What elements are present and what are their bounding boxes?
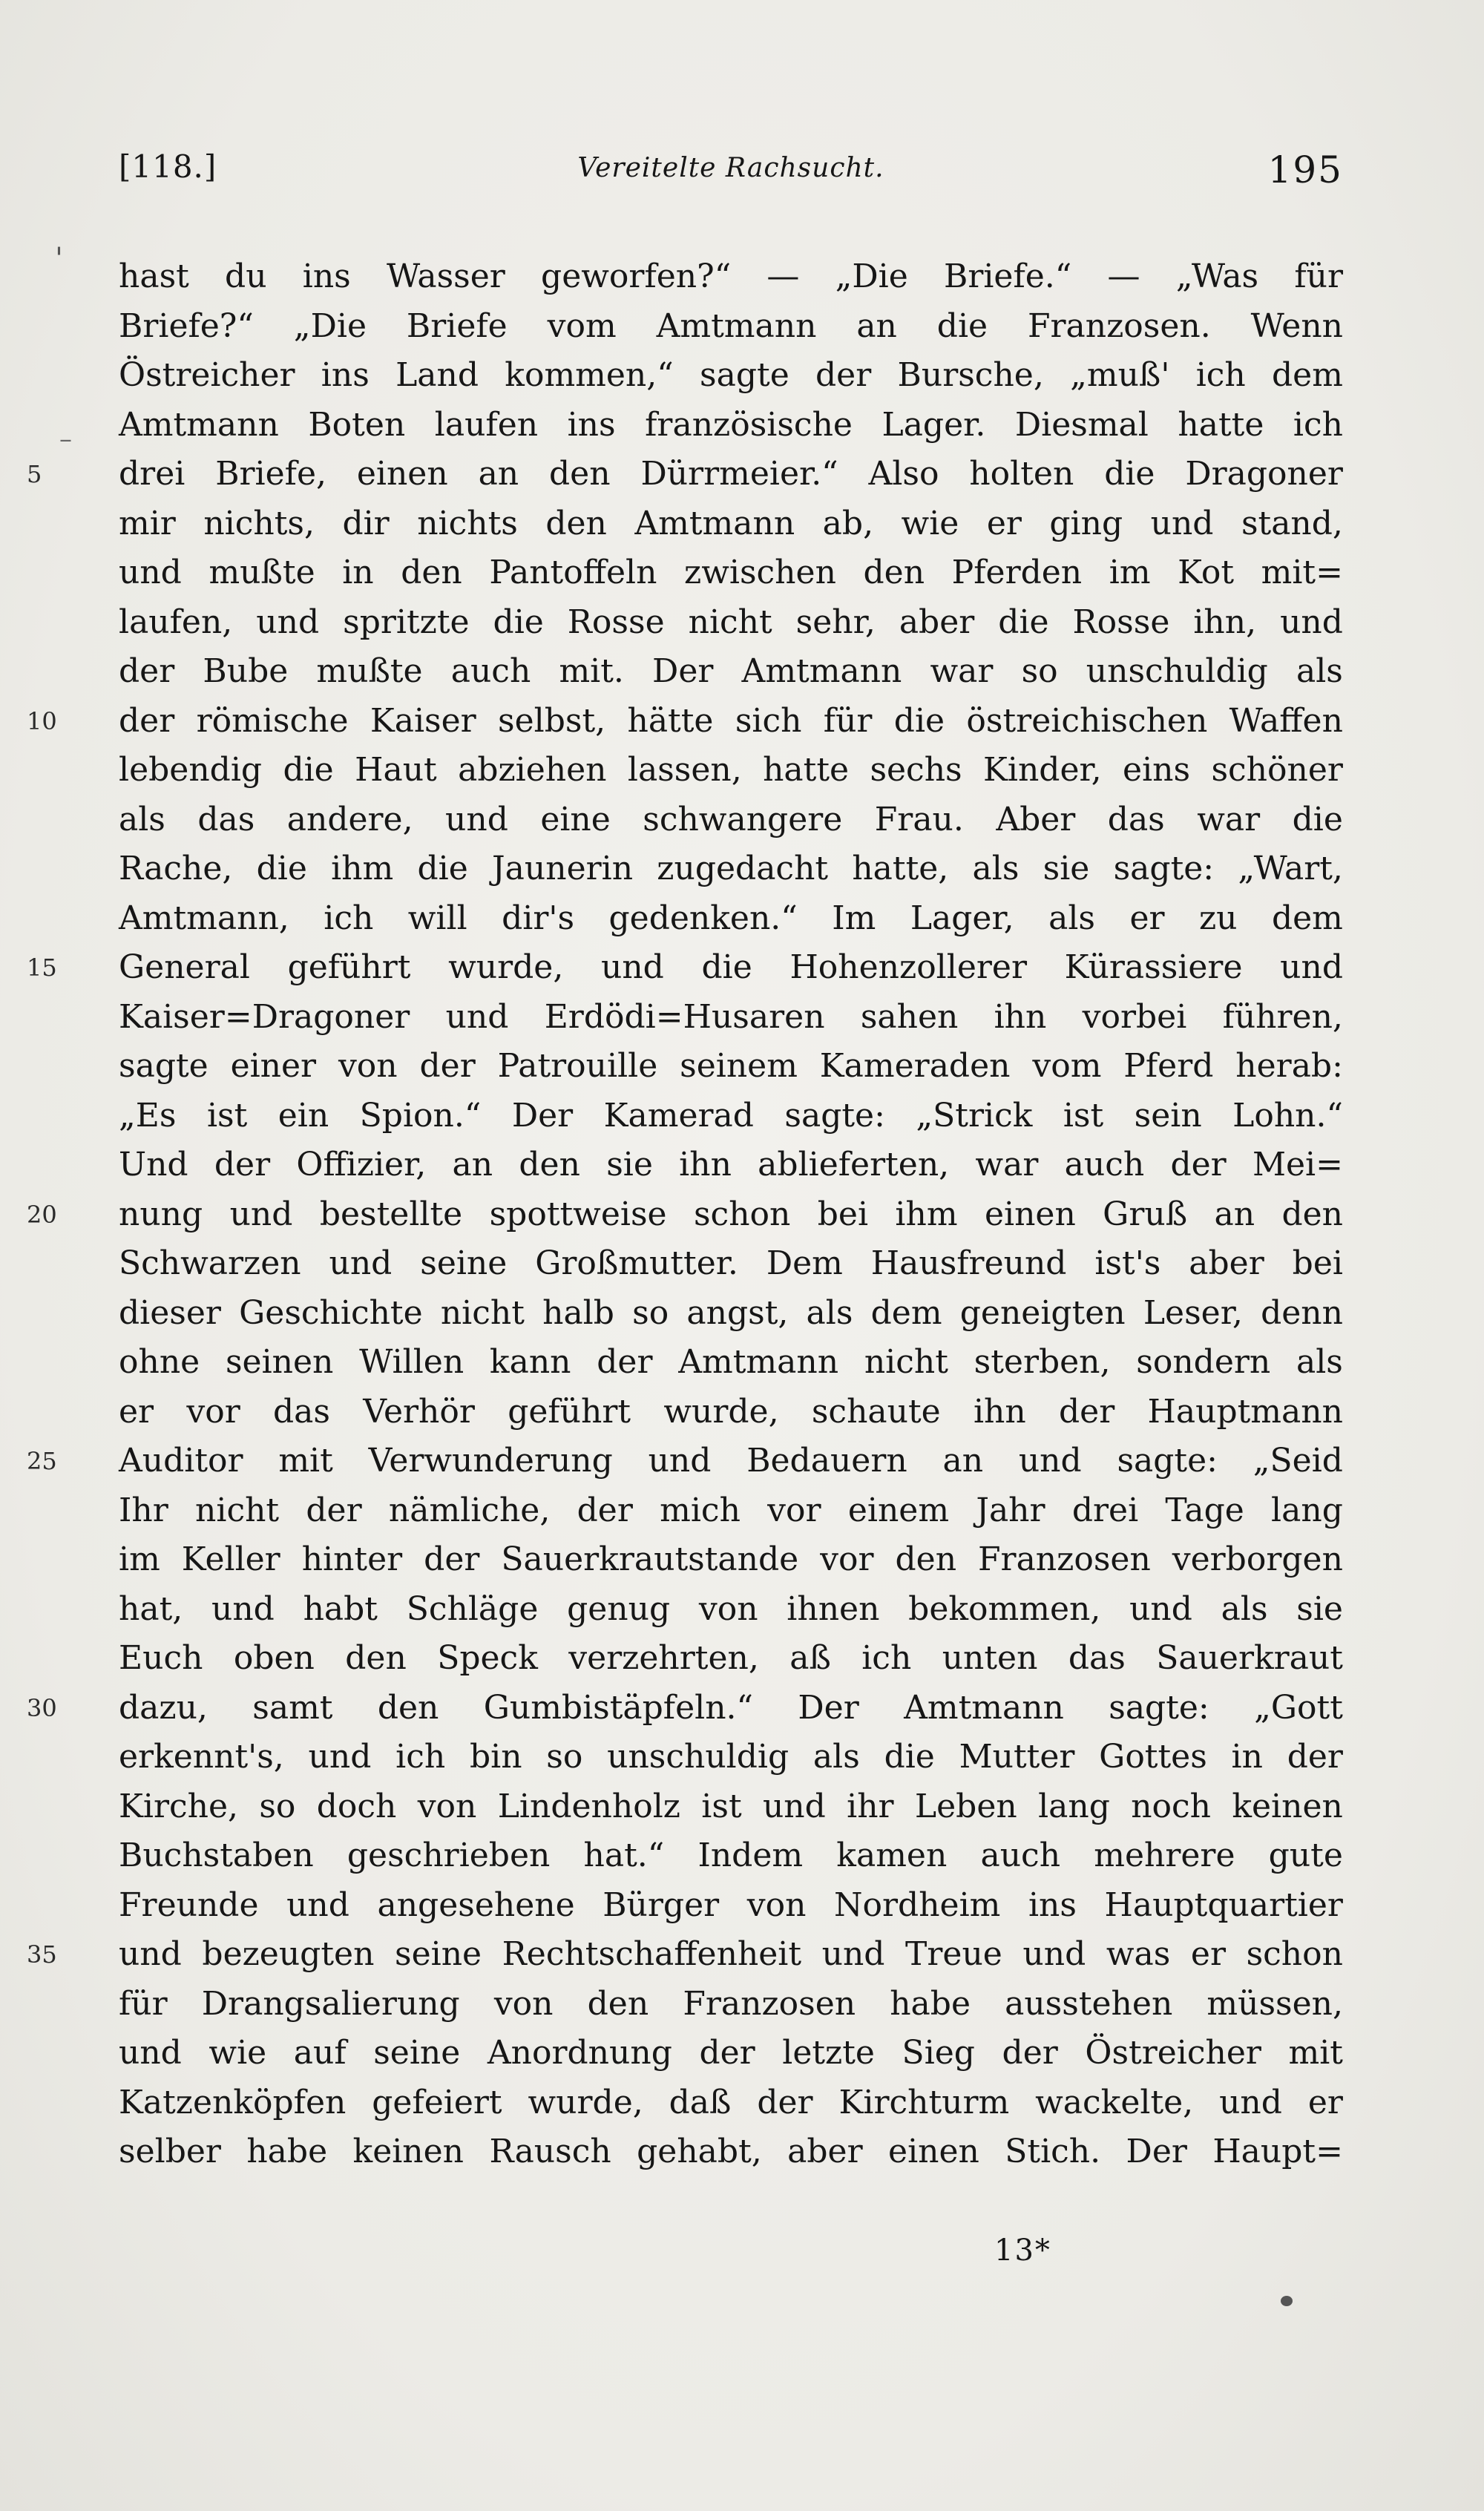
line-text: General geführt wurde, und die Hohenzollerer Kürassiere und [119,948,1343,986]
line-text: Kirche, so doch von Lindenholz ist und ihr Leben lang noch keinen [119,1787,1343,1825]
line-text: im Keller hinter der Sauerkrautstande vor den Franzosen verborgen [119,1540,1343,1578]
line-text: hat, und habt Schläge genug von ihnen bekommen, und als sie [119,1589,1343,1628]
line-text: Schwarzen und seine Großmutter. Dem Hausfreund ist's aber bei [119,1244,1343,1282]
line-text: lebendig die Haut abziehen lassen, hatte sechs Kinder, eins schöner [119,751,1343,789]
line-text: Kaiser=Dragoner und Erdödi=Husaren sahen ihn vorbei führen, [119,997,1343,1036]
signature-mark: 13* [994,2233,1051,2268]
line-text: dazu, samt den Gumbistäpfeln.“ Der Amtmann sagte: „Gott [119,1688,1343,1727]
text-line [119,1585,1343,1635]
line-text: der römische Kaiser selbst, hätte sich für die östreichischen Waffen [119,701,1343,740]
text-line [119,1042,1343,1092]
text-line [119,1535,1343,1585]
text-line [119,1782,1343,1832]
text-line [119,302,1343,352]
line-text: der Bube mußte auch mit. Der Amtmann war so unschuldig als [119,652,1343,690]
header-bracket-number: [118.] [119,148,217,185]
line-text: und mußte in den Pantoffeln zwischen den Pferden im Kot mit= [119,554,1343,591]
text-line [27,697,1343,746]
text-line [119,844,1343,894]
text-line [119,1881,1343,1931]
line-text: Euch oben den Speck verzehrten, aß ich unten das Sauerkraut [119,1639,1343,1677]
text-line [119,1388,1343,1437]
line-text: mir nichts, dir nichts den Amtmann ab, wie er ging und stand, [119,504,1343,542]
line-text: Freunde und angesehene Bürger von Nordheim ins Hauptquartier [119,1885,1343,1924]
line-text: selber habe keinen Rausch gehabt, aber einen Stich. Der Haupt= [119,2133,1343,2170]
margin-dash-mark: – [59,424,72,454]
text-line [119,401,1343,450]
text-line [119,1980,1343,2029]
line-text: laufen, und spritzte die Rosse nicht sehr, aber die Rosse ihn, und [119,603,1343,641]
line-text: Rache, die ihm die Jaunerin zugedacht hatte, als sie sagte: „Wart, [119,850,1343,887]
text-line [119,795,1343,845]
line-text: er vor das Verhör geführt wurde, schaute ihn der Hauptmann [119,1392,1343,1431]
text-line [119,1338,1343,1388]
line-text: sagte einer von der Patrouille seinem Kameraden vom Pferd herab: [119,1047,1343,1085]
text-line [119,1634,1343,1684]
line-text: Briefe?“ „Die Briefe vom Amtmann an die Franzosen. Wenn [119,306,1343,345]
text-line [27,1190,1343,1240]
line-text: „Es ist ein Spion.“ Der Kamerad sagte: „Strick ist sein Lohn.“ [119,1096,1343,1135]
line-number: 25 [27,1447,57,1475]
text-line [119,1239,1343,1289]
line-text: Ihr nicht der nämliche, der mich vor einem Jahr drei Tage lang [119,1491,1343,1529]
line-text: Und der Offizier, an den sie ihn ablieferten, war auch der Mei= [119,1146,1343,1184]
line-text: hast du ins Wasser geworfen?“ — „Die Briefe.“ — „Was für [119,257,1343,295]
line-text: Buchstaben geschrieben hat.“ Indem kamen auch mehrere gute [119,1837,1343,1874]
line-text: und bezeugten seine Rechtschaffenheit und Treue und was er schon [119,1935,1343,1973]
header-title: Vereitelte Rachsucht. [577,153,884,183]
text-line [119,351,1343,401]
running-header [119,148,1343,200]
line-text: erkennt's, und ich bin so unschuldig als die Mutter Gottes in der [119,1738,1343,1776]
text-line [119,746,1343,795]
line-text: Amtmann Boten laufen ins französische Lager. Diesmal hatte ich [119,405,1343,444]
text-line [27,1437,1343,1486]
line-text: für Drangsalierung von den Franzosen habe ausstehen müssen, [119,1984,1343,2023]
line-text: dieser Geschichte nicht halb so angst, als dem geneigten Leser, denn [119,1293,1343,1332]
text-line [119,1092,1343,1141]
line-text: Amtmann, ich will dir's gedenken.“ Im Lager, als er zu dem [119,899,1343,937]
line-number: 30 [27,1693,57,1722]
line-text: drei Briefe, einen an den Dürrmeier.“ Also holten die Dragoner [119,455,1343,493]
text-line [119,647,1343,697]
text-line [119,252,1343,302]
line-text: ohne seinen Willen kann der Amtmann nicht sterben, sondern als [119,1343,1343,1381]
text-line [119,1486,1343,1536]
line-number: 10 [27,706,57,735]
text-line [119,1289,1343,1339]
line-text: nung und bestellte spottweise schon bei ihm einen Gruß an den [119,1195,1343,1233]
text-line [119,2029,1343,2078]
margin-tick-mark: ' [55,242,63,276]
line-number: 35 [27,1940,57,1969]
text-line [119,2127,1343,2177]
line-text: Östreicher ins Land kommen,“ sagte der Bursche, „muß' ich dem [119,356,1343,394]
text-line [119,1733,1343,1782]
text-line [119,598,1343,648]
text-line [119,1831,1343,1881]
text-line [27,1930,1343,1980]
line-number: 5 [27,460,42,488]
ink-speck [1281,2296,1293,2306]
text-line [119,894,1343,944]
text-line [119,993,1343,1043]
line-number: 15 [27,953,57,982]
line-text: Katzenköpfen gefeiert wurde, daß der Kirchturm wackelte, und er [119,2083,1343,2121]
line-number: 20 [27,1200,57,1229]
text-line [27,1684,1343,1733]
text-line [27,943,1343,993]
line-text: als das andere, und eine schwangere Frau. Aber das war die [119,800,1343,838]
text-line [119,548,1343,598]
text-line [27,450,1343,499]
text-line [119,499,1343,549]
line-text: Auditor mit Verwunderung und Bedauern an und sagte: „Seid [119,1442,1343,1480]
text-line [119,2078,1343,2128]
text-line [119,1140,1343,1190]
line-text: und wie auf seine Anordnung der letzte Sieg der Östreicher mit [119,2034,1343,2072]
body-text [27,252,1343,2177]
page-number: 195 [1267,148,1343,191]
